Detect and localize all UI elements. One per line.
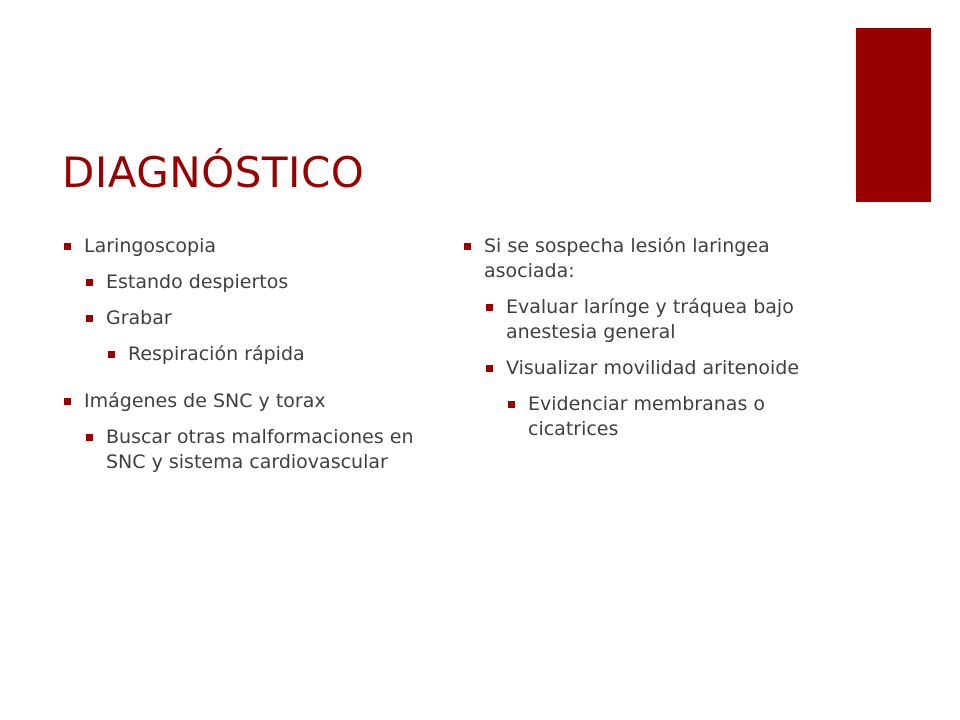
list-item <box>62 389 422 475</box>
square-bullet-icon <box>64 243 71 250</box>
list-item-label: Imágenes de SNC y torax <box>84 390 326 412</box>
bullet-list-left <box>62 234 422 475</box>
list-item-label: Estando despiertos <box>106 271 289 293</box>
list-item <box>506 392 812 442</box>
list-item <box>84 306 422 367</box>
square-bullet-icon <box>486 304 493 311</box>
list-item-label: Visualizar movilidad aritenoide <box>506 357 800 379</box>
accent-bar <box>856 28 931 202</box>
left-column <box>62 234 422 487</box>
square-bullet-icon <box>86 279 93 286</box>
square-bullet-icon <box>486 365 493 372</box>
square-bullet-icon <box>86 434 93 441</box>
list-item-label: Si se sospecha lesión laringea asociada: <box>484 235 770 282</box>
sub-list <box>506 392 812 442</box>
square-bullet-icon <box>86 315 93 322</box>
list-item-label: Laringoscopia <box>84 235 216 257</box>
sub-list <box>84 270 422 367</box>
list-item-label: Respiración rápida <box>128 343 305 365</box>
list-item <box>106 342 422 367</box>
slide-title: DIAGNÓSTICO <box>62 148 365 197</box>
square-bullet-icon <box>64 398 71 405</box>
list-item <box>484 295 812 345</box>
list-item-label: Grabar <box>106 307 172 329</box>
list-item-label: Buscar otras malformaciones en SNC y sistema cardiovascular <box>106 426 414 473</box>
list-item <box>62 234 422 367</box>
sub-list <box>84 425 422 475</box>
list-item-label: Evidenciar membranas o cicatrices <box>528 393 766 440</box>
right-column <box>462 234 812 454</box>
bullet-list-right <box>462 234 812 442</box>
list-item <box>84 270 422 295</box>
square-bullet-icon <box>508 401 515 408</box>
list-item-label: Evaluar larínge y tráquea bajo anestesia general <box>506 296 794 343</box>
sub-list <box>106 342 422 367</box>
square-bullet-icon <box>464 243 471 250</box>
list-item <box>462 234 812 442</box>
sub-list <box>484 295 812 442</box>
list-item <box>484 356 812 442</box>
square-bullet-icon <box>108 351 115 358</box>
list-item <box>84 425 422 475</box>
